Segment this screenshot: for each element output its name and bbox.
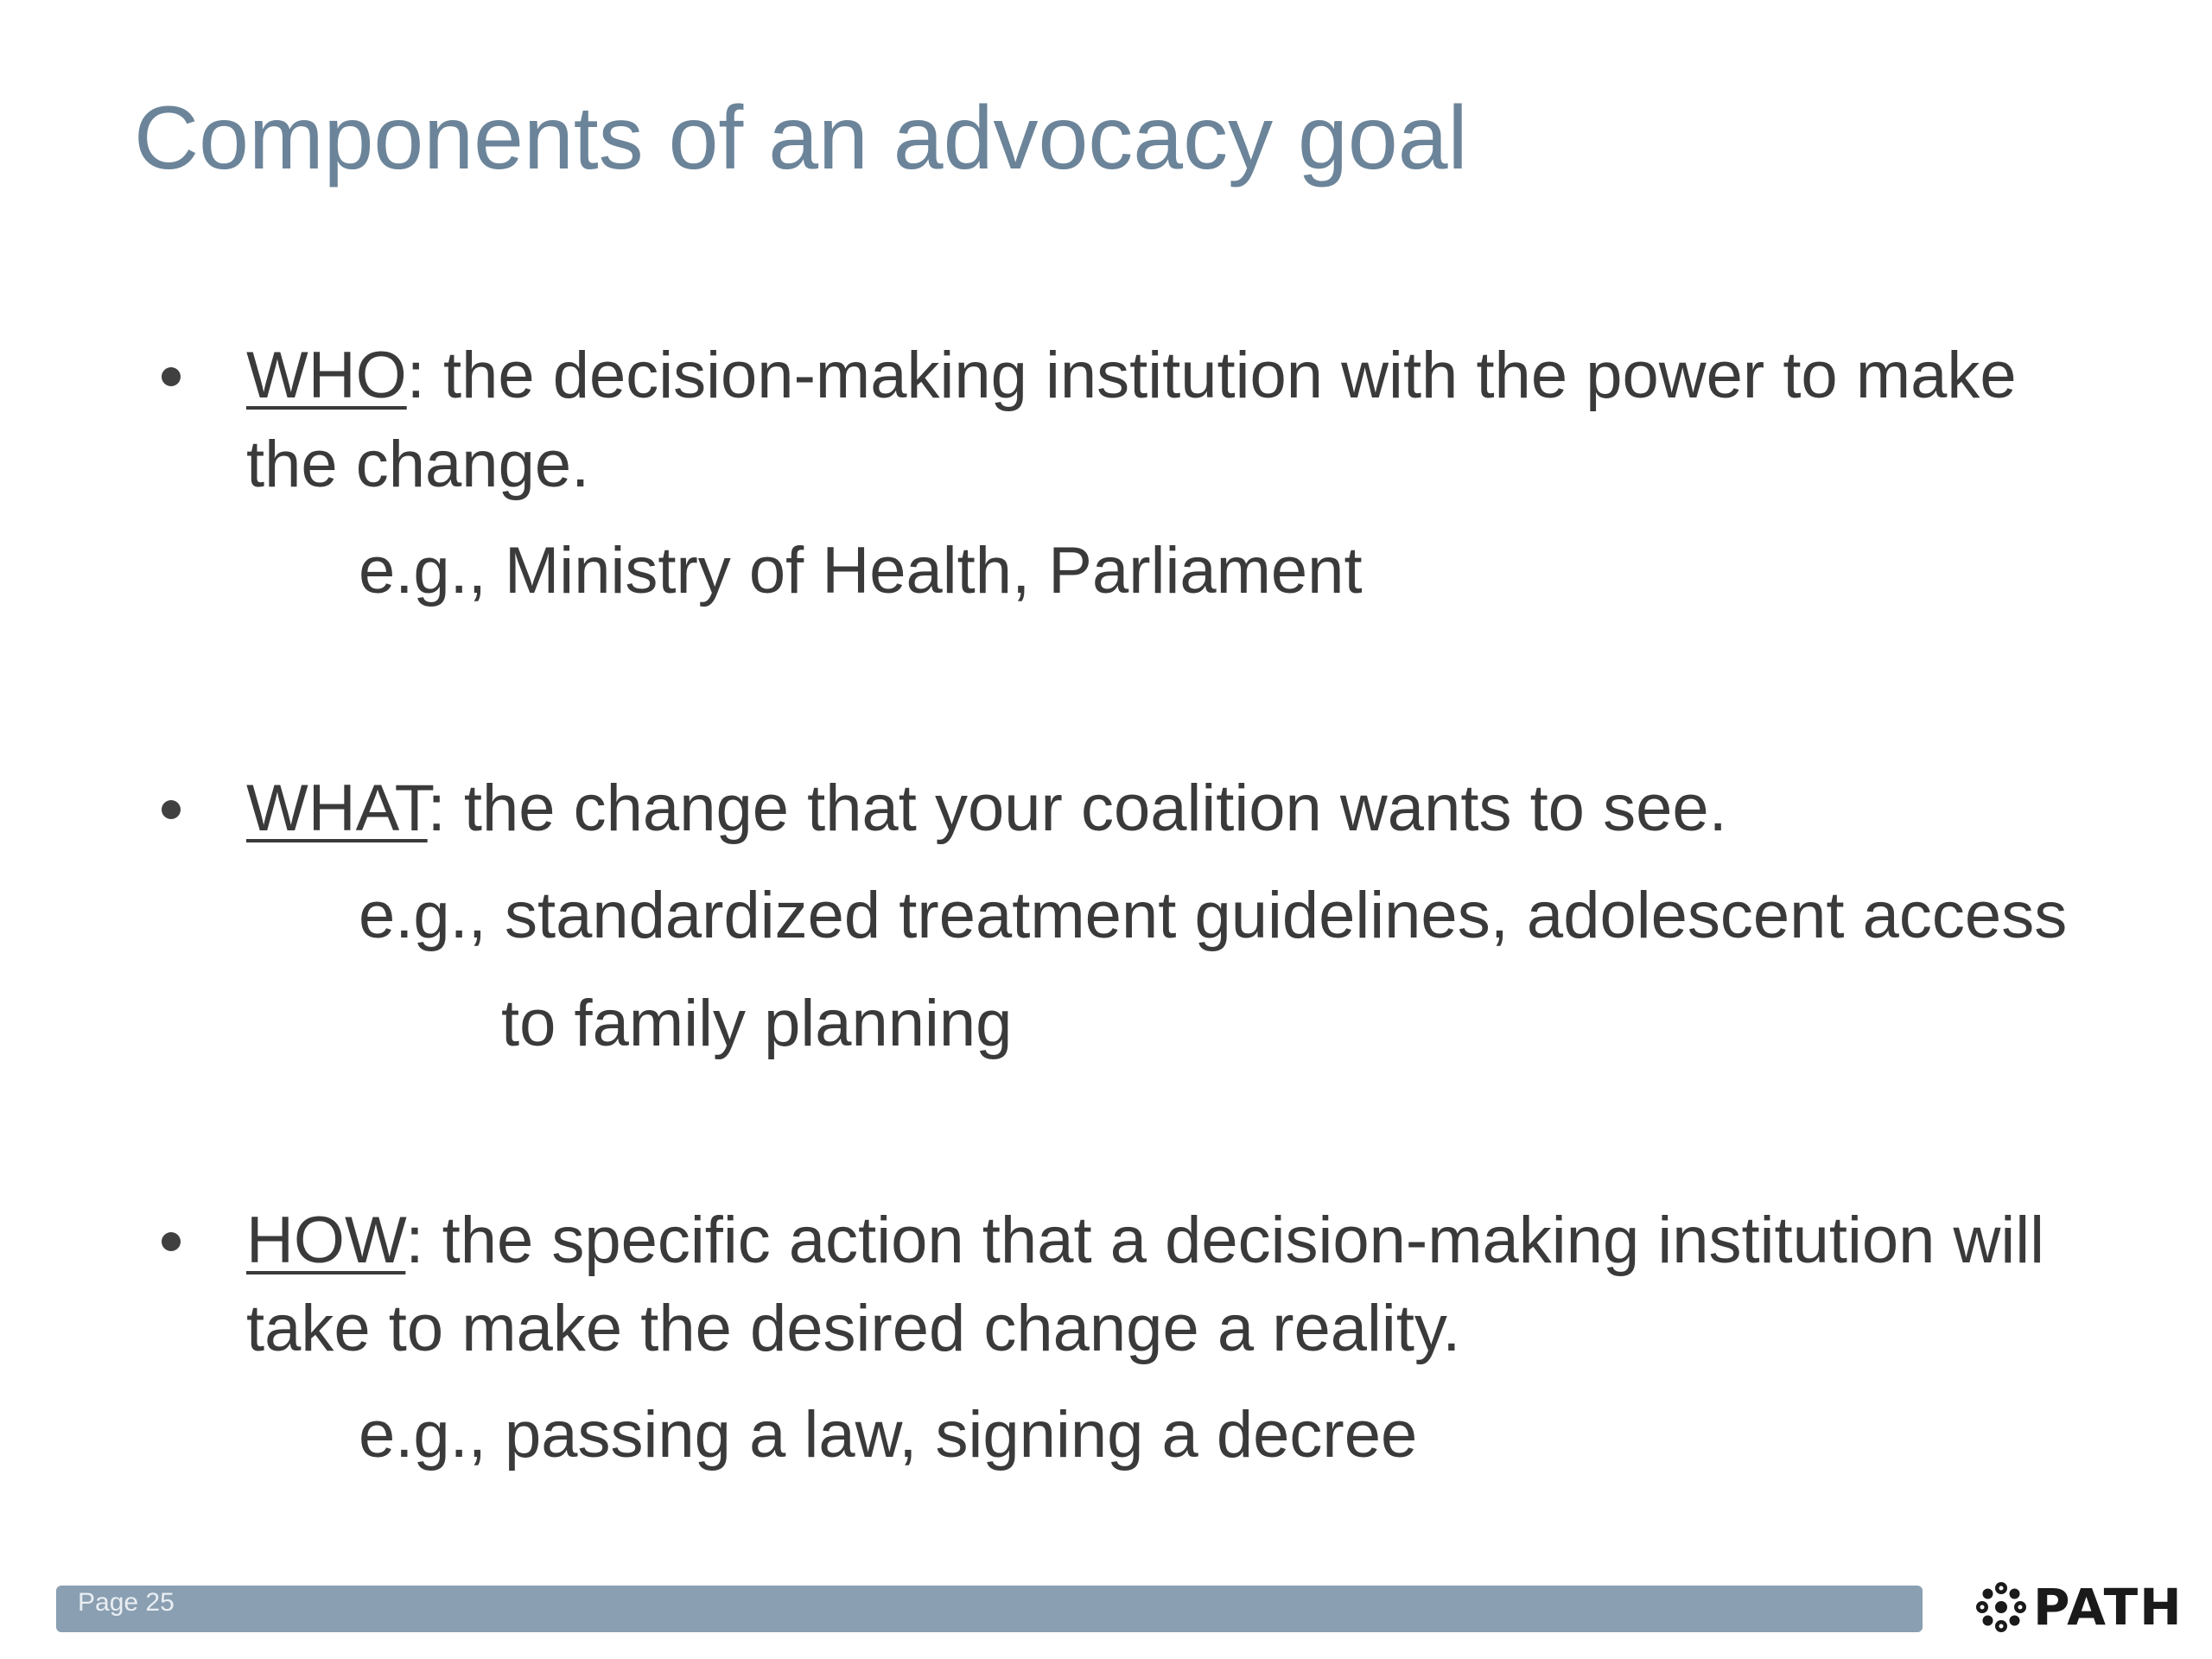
brand-logo bbox=[1974, 1573, 2183, 1642]
bullet-text-line bbox=[246, 1202, 2044, 1280]
bullet-keyword: WHAT bbox=[246, 772, 428, 845]
bullet-dot bbox=[162, 1232, 181, 1251]
slide-title: Components of an advocacy goal bbox=[134, 88, 1468, 188]
example-text: e.g., standardized treatment guidelines, adolescent access bbox=[359, 879, 2068, 952]
bullet-description: : the decision-making institution with the power to make bbox=[406, 339, 2017, 412]
example-text: e.g., passing a law, signing a decree bbox=[359, 1398, 1418, 1471]
bullet-description: : the specific action that a decision-making institution will bbox=[405, 1204, 2045, 1277]
bullet-text-line bbox=[246, 337, 2017, 415]
path-flower-icon bbox=[1974, 1580, 2028, 1634]
example-text-continued: to family planning bbox=[501, 987, 1013, 1060]
bullet-text-line bbox=[246, 770, 1727, 848]
bullet-description: : the change that your coalition wants to see. bbox=[427, 772, 1727, 845]
bullet-text-line-continued: the change. bbox=[246, 428, 590, 501]
footer-bar bbox=[56, 1586, 1923, 1632]
bullet-dot bbox=[162, 367, 181, 386]
bullet-text-line-continued: take to make the desired change a reality. bbox=[246, 1292, 1461, 1365]
bullet-dot bbox=[162, 800, 181, 819]
example-text: e.g., Ministry of Health, Parliament bbox=[359, 534, 1363, 607]
bullet-keyword: WHO bbox=[246, 339, 407, 412]
brand-name: PATH bbox=[2033, 1578, 2183, 1637]
page-number: Page 25 bbox=[78, 1588, 175, 1617]
bullet-keyword: HOW bbox=[246, 1204, 406, 1277]
